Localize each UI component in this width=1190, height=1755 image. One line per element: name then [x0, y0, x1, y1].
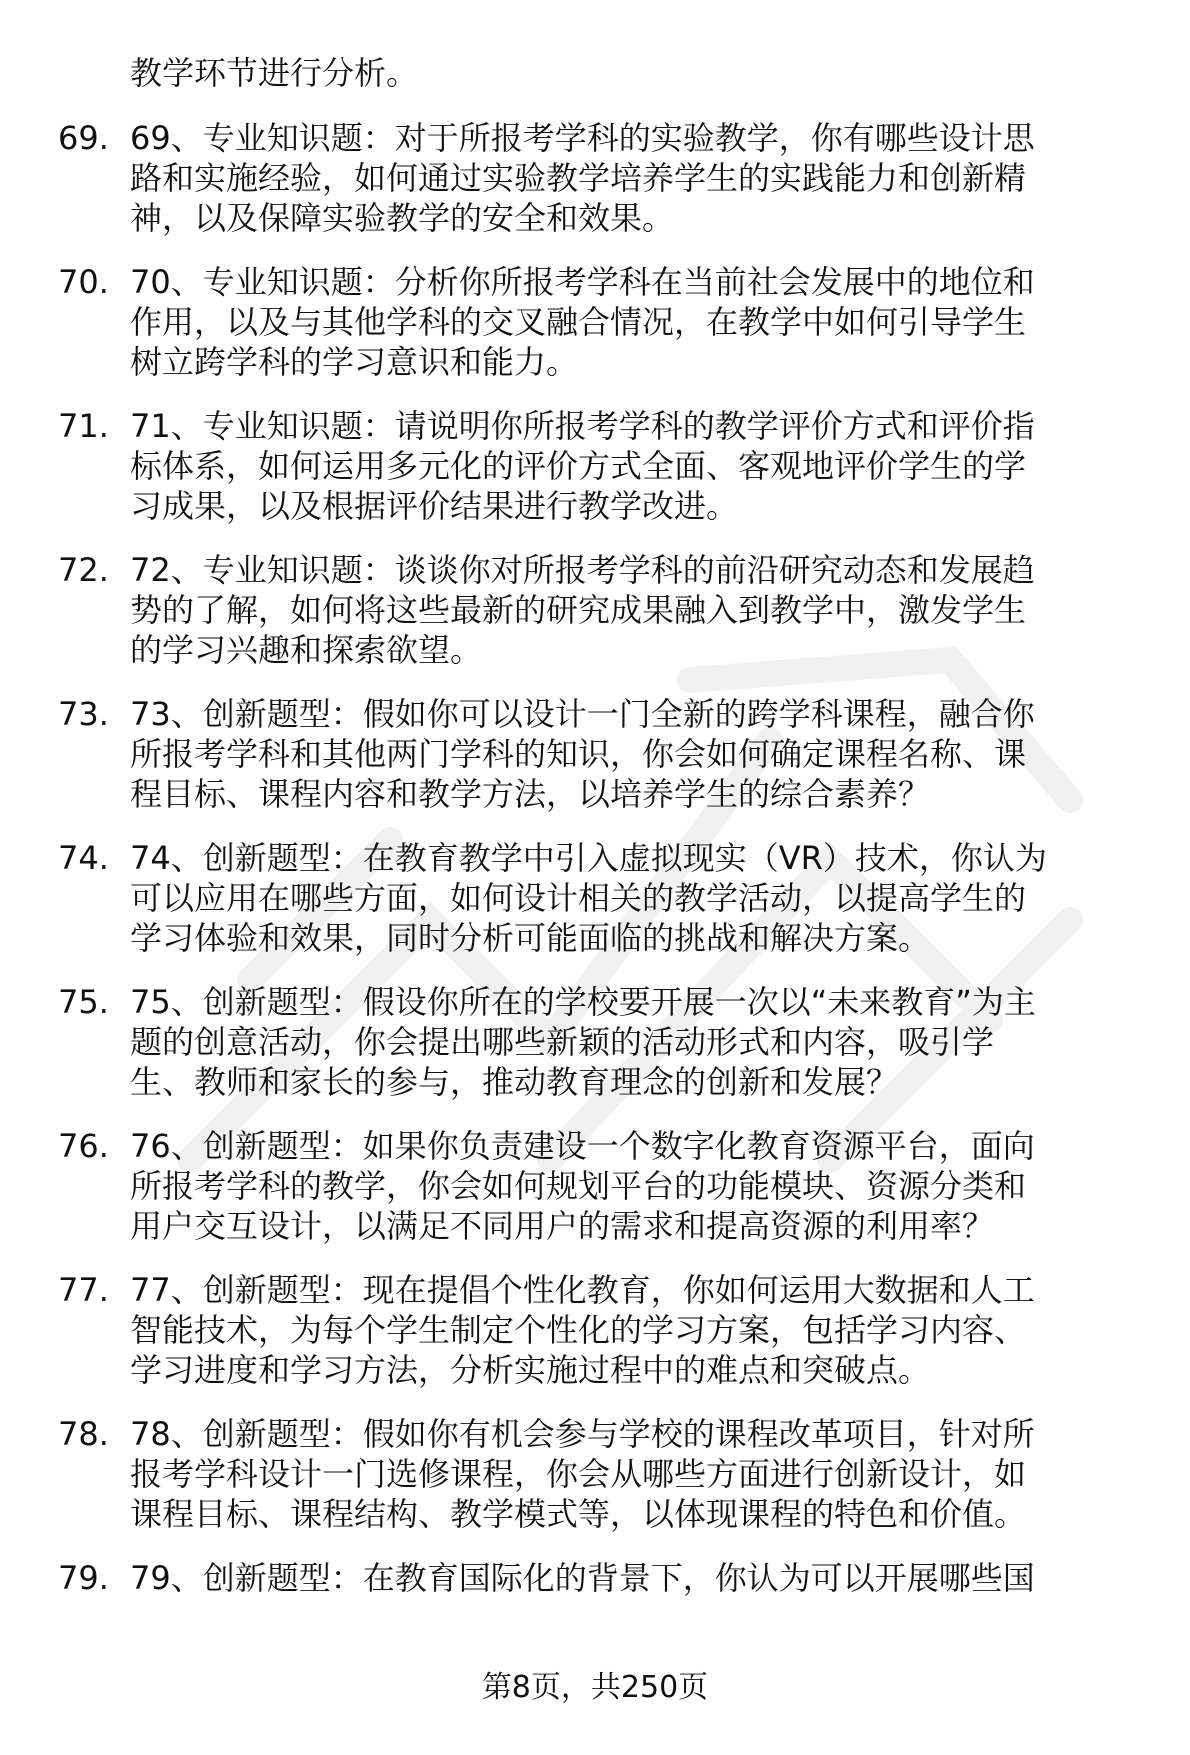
question-number: 75. [58, 983, 109, 1021]
question-line: 神，以及保障实验教学的安全和效果。 [130, 199, 675, 237]
question-line: 习成果，以及根据评价结果进行教学改进。 [130, 487, 739, 525]
question-item [0, 1558, 1190, 1598]
question-number: 77. [58, 1271, 109, 1309]
question-line: 所报考学科的教学，你会如何规划平台的功能模块、资源分类和 [130, 1167, 1027, 1205]
question-line: 所报考学科和其他两门学科的知识，你会如何确定课程名称、课 [130, 735, 1027, 773]
question-line: 标体系，如何运用多元化的评价方式全面、客观地评价学生的学 [130, 447, 1027, 485]
question-line: 题的创意活动，你会提出哪些新颖的活动形式和内容，吸引学 [130, 1023, 995, 1061]
question-item [0, 1270, 1190, 1390]
question-line: 用户交互设计，以满足不同用户的需求和提高资源的利用率？ [130, 1207, 995, 1245]
question-line: 75、创新题型：假设你所在的学校要开展一次以“未来教育”为主 [130, 983, 1036, 1021]
question-item [0, 694, 1190, 814]
question-text [130, 838, 1160, 958]
question-list [0, 118, 1190, 1622]
question-number: 78. [58, 1415, 109, 1453]
question-line: 程目标、课程内容和教学方法，以培养学生的综合素养？ [130, 775, 931, 813]
question-number: 73. [58, 695, 109, 733]
question-line: 学习体验和效果，同时分析可能面临的挑战和解决方案。 [130, 919, 931, 957]
question-line: 78、创新题型：假如你有机会参与学校的课程改革项目，针对所 [130, 1415, 1035, 1453]
page-footer: 第8页，共250页 [481, 1670, 709, 1705]
question-line: 的学习兴趣和探索欲望。 [130, 631, 483, 669]
question-line: 70、专业知识题：分析你所报考学科在当前社会发展中的地位和 [130, 263, 1035, 301]
question-line: 智能技术，为每个学生制定个性化的学习方案，包括学习内容、 [130, 1311, 1027, 1349]
question-number: 72. [58, 551, 109, 589]
question-text [130, 118, 1160, 238]
question-line: 报考学科设计一门选修课程，你会从哪些方面进行创新设计，如 [130, 1455, 1027, 1493]
question-item [0, 1126, 1190, 1246]
question-text [130, 406, 1160, 526]
question-item [0, 982, 1190, 1102]
question-line: 路和实施经验，如何通过实验教学培养学生的实践能力和创新精 [130, 159, 1027, 197]
question-item [0, 262, 1190, 382]
question-text [130, 1414, 1160, 1534]
question-number: 71. [58, 407, 109, 445]
question-line: 77、创新题型：现在提倡个性化教育，你如何运用大数据和人工 [130, 1271, 1035, 1309]
question-text [130, 1270, 1160, 1390]
question-line: 72、专业知识题：谈谈你对所报考学科的前沿研究动态和发展趋 [130, 551, 1035, 589]
question-line: 73、创新题型：假如你可以设计一门全新的跨学科课程，融合你 [130, 695, 1035, 733]
question-number: 76. [58, 1127, 109, 1165]
continuation-text: 教学环节进行分析。 [130, 54, 419, 92]
question-line: 74、创新题型：在教育教学中引入虚拟现实（VR）技术，你认为 [130, 839, 1047, 877]
question-text [130, 1126, 1160, 1246]
question-line: 生、教师和家长的参与，推动教育理念的创新和发展？ [130, 1063, 899, 1101]
question-text [130, 694, 1160, 814]
question-line: 76、创新题型：如果你负责建设一个数字化教育资源平台，面向 [130, 1127, 1035, 1165]
question-line: 作用，以及与其他学科的交叉融合情况，在教学中如何引导学生 [130, 303, 1027, 341]
question-item [0, 838, 1190, 958]
question-item [0, 550, 1190, 670]
question-number: 74. [58, 839, 109, 877]
question-number: 79. [58, 1559, 109, 1597]
question-line: 势的了解，如何将这些最新的研究成果融入到教学中，激发学生 [130, 591, 1027, 629]
question-item [0, 406, 1190, 526]
question-text [130, 262, 1160, 382]
question-text [130, 982, 1160, 1102]
question-item [0, 1414, 1190, 1534]
question-item [0, 118, 1190, 238]
question-number: 70. [58, 263, 109, 301]
question-text [130, 550, 1160, 670]
question-line: 79、创新题型：在教育国际化的背景下，你认为可以开展哪些国 [130, 1559, 1035, 1597]
question-line: 树立跨学科的学习意识和能力。 [130, 343, 579, 381]
question-line: 课程目标、课程结构、教学模式等，以体现课程的特色和价值。 [130, 1495, 1027, 1533]
question-line: 71、专业知识题：请说明你所报考学科的教学评价方式和评价指 [130, 407, 1035, 445]
question-line: 可以应用在哪些方面，如何设计相关的教学活动，以提高学生的 [130, 879, 1027, 917]
question-number: 69. [58, 119, 109, 157]
question-text [130, 1558, 1160, 1598]
question-line: 学习进度和学习方法，分析实施过程中的难点和突破点。 [130, 1351, 931, 1389]
question-line: 69、专业知识题：对于所报考学科的实验教学，你有哪些设计思 [130, 119, 1035, 157]
